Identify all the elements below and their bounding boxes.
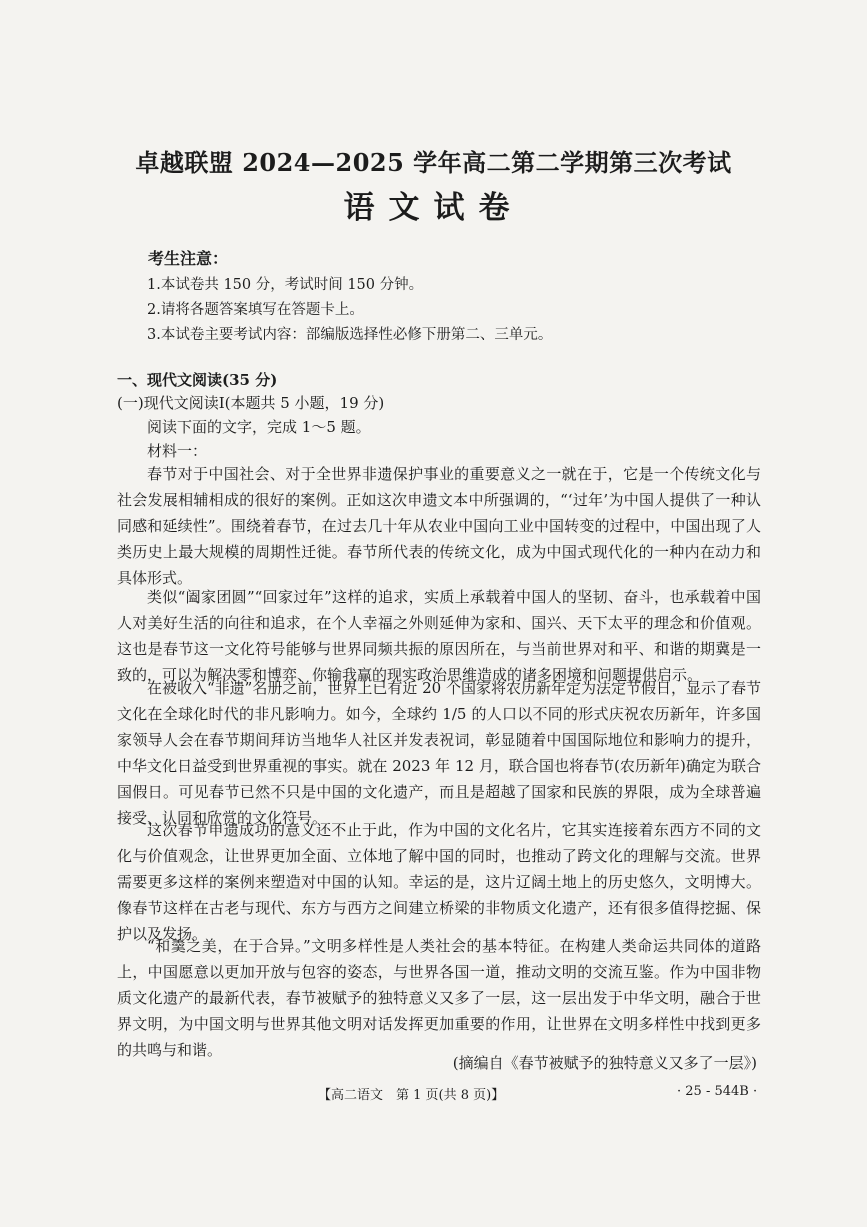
paragraph-2: 类似“阖家团圆”“回家过年”这样的追求，实质上承载着中国人的坚韧、奋斗，也承载着中国人对美好生活的向往和追求，在个人幸福之外则延伸为家和、国兴、天下太平的理念和价值观。这也是春节这一文化符号能够与世界同频共振的原因所在，与当前世界对和平、和谐的期冀是一致的，可以为解决零和博弈、你输我赢的现实政治思维造成的诸多困境和问题提供启示。: [117, 588, 761, 684]
exam-title: 卓越联盟 2024—2025 学年高二第二学期第三次考试: [135, 148, 732, 177]
reading-instruction: 阅读下面的文字，完成 1～5 题。: [147, 418, 371, 436]
subsection-title: (一)现代文阅读Ⅰ(本题共 5 小题，19 分): [117, 394, 385, 412]
material-label: 材料一：: [147, 442, 208, 460]
notice-item-2: 2.请将各题答案填写在答题卡上。: [147, 302, 364, 318]
exam-subtitle: 语文试卷: [343, 190, 524, 226]
paragraph-3: 在被收入“非遗”名册之前，世界上已有近 20 个国家将农历新年定为法定节假日，显示了春节文化在全球化时代的非凡影响力。如今，全球约 1/5 的人口以不同的形式庆祝农历新年，许多国家领导人会在春节期间拜访当地华人社区并发表祝词，彰显随着中国国际地位和影响力的提升，中华文化日益受到世界重视的事实。就在 2023 年 12 月，联合国也将春节(农历新年)确定为联合国假日。可见春节已然不只是中国的文化遗产，而且是超越了国家和民族的界限，成为全球普遍接受、认同和欣赏的文化符号。: [117, 679, 761, 827]
notice-item-3: 3.本试卷主要考试内容：部编版选择性必修下册第二、三单元。: [147, 327, 553, 343]
paragraph-5: “和羹之美，在于合异。”文明多样性是人类社会的基本特征。在构建人类命运共同体的道路上，中国愿意以更加开放与包容的姿态，与世界各国一道，推动文明的交流互鉴。作为中国非物质文化遗产的最新代表，春节被赋予的独特意义又多了一层，这一层出发于中华文明，融合于世界文明，为中国文明与世界其他文明对话发挥更加重要的作用，让世界在文明多样性中找到更多的共鸣与和谐。: [117, 937, 761, 1059]
paragraph-1: 春节对于中国社会、对于全世界非遗保护事业的重要意义之一就在于，它是一个传统文化与社会发展相辅相成的很好的案例。正如这次申遗文本中所强调的，“‘过年’为中国人提供了一种认同感和延续性”。围绕着春节，在过去几十年从农业中国向工业中国转变的过程中，中国出现了人类历史上最大规模的周期性迁徙。春节所代表的传统文化，成为中国式现代化的一种内在动力和具体形式。: [117, 465, 761, 587]
section-title: 一、现代文阅读(35 分): [117, 371, 278, 389]
source-citation: (摘编自《春节被赋予的独特意义又多了一层》): [452, 1054, 757, 1072]
notice-heading: 考生注意：: [148, 249, 229, 268]
paragraph-4: 这次春节申遗成功的意义还不止于此，作为中国的文化名片，它其实连接着东西方不同的文化与价值观念，让世界更加全面、立体地了解中国的同时，也推动了跨文化的理解与交流。世界需要更多这样的案例来塑造对中国的认知。幸运的是，这片辽阔土地上的历史悠久，文明博大。像春节这样在古老与现代、东方与西方之间建立桥梁的非物质文化遗产，还有很多值得挖掘、保护以及发扬。: [117, 821, 761, 943]
notice-item-1: 1.本试卷共 150 分，考试时间 150 分钟。: [147, 277, 424, 293]
page-footer: 【高二语文 第 1 页(共 8 页)】: [318, 1088, 505, 1103]
paper-code: · 25 - 544B ·: [677, 1084, 758, 1099]
